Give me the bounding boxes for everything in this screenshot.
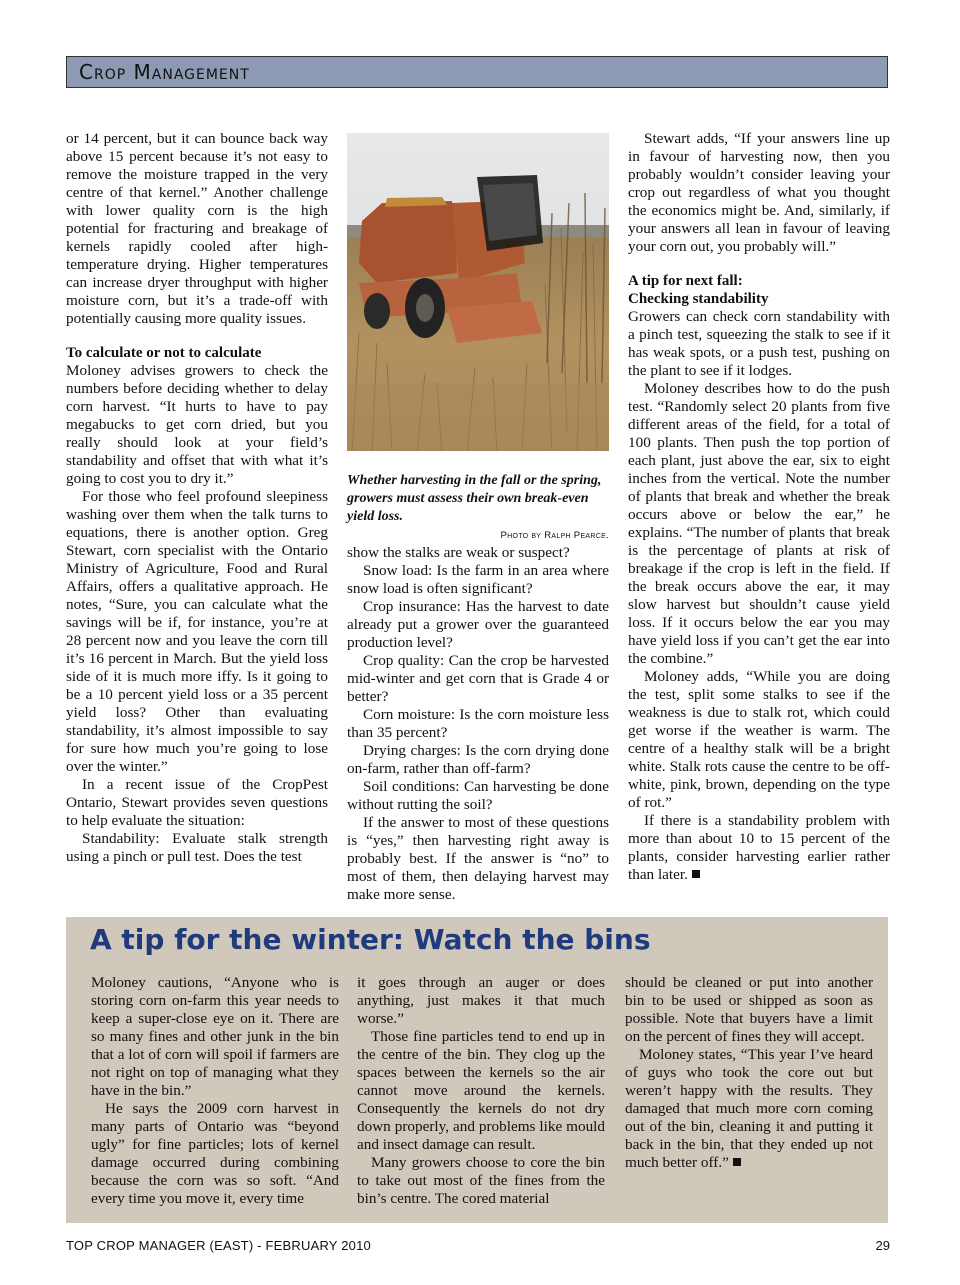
section-header-bar [66, 56, 888, 88]
paragraph: show the stalks are weak or suspect? [347, 544, 570, 561]
paragraph: Moloney advises growers to check the numbers before deciding whether to delay corn harvest. “It hurts to have to pay megabucks to get corn dried, but you really should look at your field’s standability and offset that with what it’s going to cost you to dry it.” [66, 362, 328, 487]
sidebar-column-1 [91, 974, 339, 1208]
paragraph [628, 812, 890, 884]
sidebar-box [66, 917, 888, 1223]
paragraph: Moloney describes how to do the push test. “Randomly select 20 plants from five different areas of the field, for a total of 100 plants. Then push the top portion of each plant, just above the ear, six to eight inches from the vertical. Note the number of plants that break and whether the break occurs above or below the ear,” he explains. “The number of plants that break is the percentage of plants at risk of breakage if the crop is left in the field. If the break occurs above the ear, it may slow harvest but shouldn’t cause yield loss. If it occurs below the ear you may have yield loss if you can’t get the ear into the combine.” [628, 380, 890, 667]
end-mark-icon [733, 1158, 741, 1166]
paragraph: Moloney cautions, “Anyone who is storing corn on-farm this year needs to keep a super-close eye on it. There are so many fines and other junk in the bin that a lot of corn will spoil if farmers are not right on top of managing what they have in the bin.” [91, 974, 339, 1099]
article-column-1 [66, 130, 328, 866]
sidebar-title: A tip for the winter: Watch the bins [90, 923, 651, 956]
subheading-line-2: Checking standability [628, 291, 769, 307]
paragraph: Crop quality: Can the crop be harvested mid-winter and get corn that is Grade 4 or better? [347, 652, 609, 705]
paragraph: it goes through an auger or does anything, just makes it that much worse.” [357, 974, 605, 1027]
paragraph: Soil conditions: Can harvesting be done without rutting the soil? [347, 778, 609, 813]
paragraph-text: Moloney states, “This year I’ve heard of guys who took the core out but weren’t happy with the results. They damaged that much more corn coming out of the bin, cleaning it and putting it back in the bin, that they ended up not much better off.” [625, 1046, 873, 1171]
section-title: Crop Management [79, 60, 250, 84]
sidebar-column-3 [625, 974, 873, 1172]
article-column-2 [347, 544, 609, 904]
paragraph: In a recent issue of the CropPest Ontario, Stewart provides seven questions to help evaluate the situation: [66, 776, 328, 829]
paragraph: Snow load: Is the farm in an area where snow load is often significant? [347, 562, 609, 597]
paragraph: should be cleaned or put into another bin to be used or shipped as soon as possible. Note that buyers have a limit on the percent of fines they will accept. [625, 974, 873, 1045]
page-number: 29 [875, 1238, 890, 1253]
paragraph: Many growers choose to core the bin to take out most of the fines from the bin’s centre. The cored material [357, 1154, 605, 1207]
photo-credit: Photo by Ralph Pearce. [500, 530, 609, 541]
paragraph: Stewart adds, “If your answers line up in favour of harvesting now, then you probably wouldn’t consider leaving your crop out regardless of what you thought the economics might be. And, similarly, if your answers all lean in favour of leaving your corn out, you probably will.” [628, 130, 890, 255]
paragraph: Drying charges: Is the corn drying done on-farm, rather than off-farm? [347, 742, 609, 777]
subheading: To calculate or not to calculate [66, 345, 262, 361]
subheading-line-1: A tip for next fall: [628, 273, 743, 289]
paragraph: Moloney adds, “While you are doing the test, split some stalks to see if the weakness is due to stalk rot, which could get worse if the weather is warm. The centre of a healthy stalk will be a bright white. Stalk rots cause the centre to be off-white, pink, brown, depending on the type of rot.” [628, 668, 890, 811]
paragraph: or 14 percent, but it can bounce back way above 15 percent because it’s not easy to remove the moisture trapped in the very centre of that kernel.” Another challenge with lower quality corn is the high potential for fracturing and breakage of kernels rapidly cooled after high-temperature drying. Higher temperatures can increase dryer throughput with higher moisture corn, but it’s a trade-off with potentially causing more quality issues. [66, 130, 328, 327]
paragraph: If the answer to most of these questions is “yes,” then harvesting right away is probably best. If the answer is “no” to most of them, then delaying harvest may make more sense. [347, 814, 609, 903]
combine-harvester-photo [347, 133, 609, 451]
paragraph: Corn moisture: Is the corn moisture less than 35 percent? [347, 706, 609, 741]
end-mark-icon [692, 870, 700, 878]
subheading [628, 272, 890, 308]
sidebar-column-2 [357, 974, 605, 1208]
paragraph: Crop insurance: Has the harvest to date already put a grower over the guaranteed production level? [347, 598, 609, 651]
paragraph: Standability: Evaluate stalk strength using a pinch or pull test. Does the test [66, 830, 328, 865]
photo-illustration [347, 133, 609, 451]
paragraph: Growers can check corn standability with a pinch test, squeezing the stalk to see if it has weak spots, or a push test, pushing on the plant to see if it lodges. [628, 308, 890, 379]
paragraph [625, 1046, 873, 1172]
article-column-3 [628, 130, 890, 884]
paragraph-text: If there is a standability problem with more than about 10 to 15 percent of the plants, consider harvesting earlier rather than later. [628, 812, 890, 883]
paragraph: Those fine particles tend to end up in the centre of the bin. They clog up the spaces between the kernels so the air cannot move around the kernels. Consequently the kernels do not dry down properly, and problems like mould and insect damage can result. [357, 1028, 605, 1153]
photo-caption: Whether harvesting in the fall or the spring, growers must assess their own break-even yield loss. [347, 473, 602, 524]
paragraph: He says the 2009 corn harvest in many parts of Ontario was “beyond ugly” for fine particles; lots of kernel damage occurred during combining because the corn was so soft. “And every time you move it, every time [91, 1100, 339, 1207]
paragraph: For those who feel profound sleepiness washing over them when the talk turns to equations, there is another option. Greg Stewart, corn specialist with the Ontario Ministry of Agriculture, Food and Rural Affairs, offers a qualitative approach. He notes, “Sure, you can calculate what the savings will be if, for instance, you’re at 28 percent now and you leave the corn till it’s 16 percent in March. But the yield loss side of it is much more iffy. Is it going to be a 10 percent yield loss or a 35 percent yield loss? Other than evaluating standability, it’s almost impossible to say for sure how much you’re going to lose over the winter.” [66, 488, 328, 775]
footer-publication: TOP CROP MANAGER (EAST) - FEBRUARY 2010 [66, 1238, 371, 1253]
